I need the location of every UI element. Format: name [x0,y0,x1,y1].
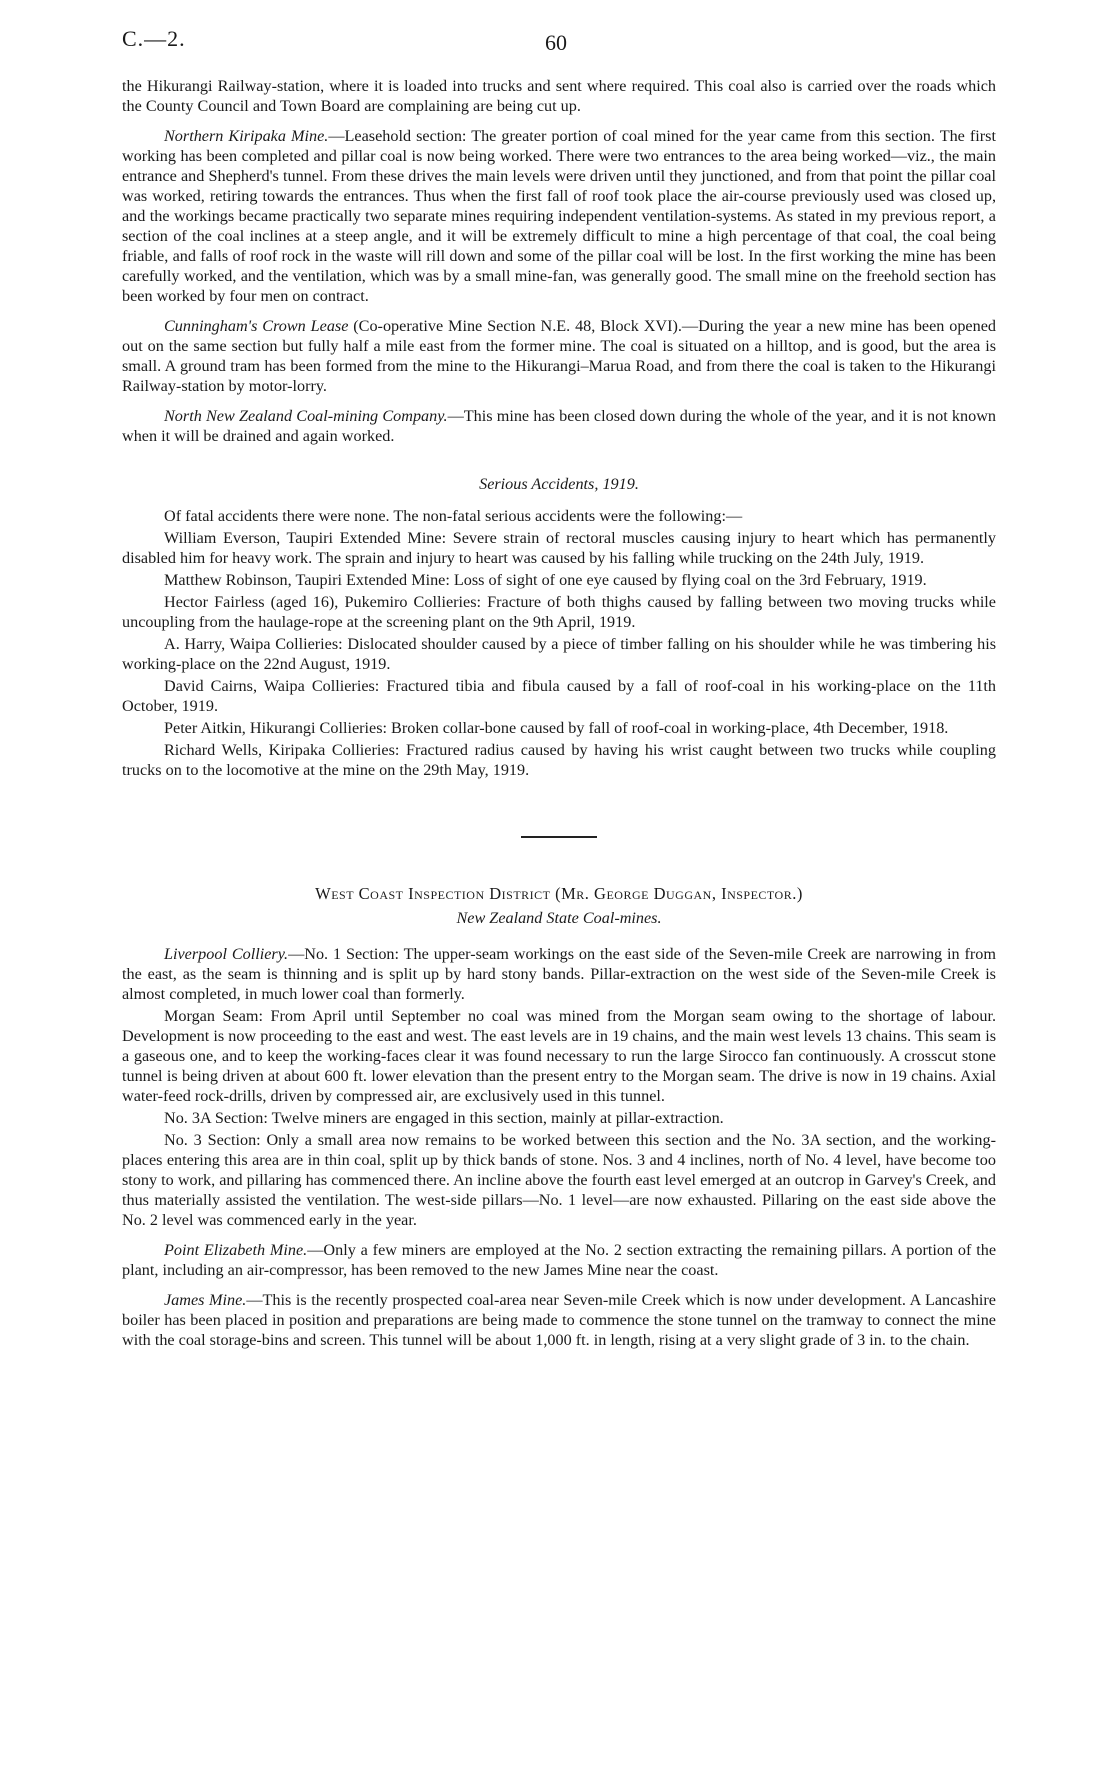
north-nz-coal-paragraph [122,406,996,446]
accident-entry: Richard Wells, Kiripaka Collieries: Fractured radius caused by having his wrist caught between two trucks while coupling trucks on to the locomotive at the mine on the 29th May, 1919. [122,741,996,779]
page-number: 60 [545,30,567,55]
report-reference: C.—2. [122,26,186,51]
section-3-paragraph: No. 3 Section: Only a small area now remains to be worked between this section and the No. 3A section, and the working-places entering this area are in thin coal, split up by thick bands of stone. Nos. 3 and 4 inclines, north of No. 4 level, have become too stony to work, and pillaring has commenced there. An incline above the fourth east level emerged at an outcrop in Garvey's Creek, and thus materially assisted the ventilation. The west-side pillars—No. 1 level—are now exhausted. Pillaring on the east side above the No. 2 level was commenced early in the year. [122,1131,996,1229]
accident-entry: Hector Fairless (aged 16), Pukemiro Collieries: Fracture of both thighs caused by falling between two moving trucks while uncoupling from the haulage-rope at the screening plant on the 9th April, 1919. [122,593,996,631]
accidents-intro: Of fatal accidents there were none. The non-fatal serious accidents were the following:— [164,507,743,525]
accident-entry: Peter Aitkin, Hikurangi Collieries: Broken collar-bone caused by fall of roof-coal in working-place, 4th December, 1918. [164,719,949,737]
paragraph-text: —Leasehold section: The greater portion of coal mined for the year came from this section. The first working has been completed and pillar coal is now being worked. There were two entrances to the area being worked—viz., the main entrance and Shepherd's tunnel. From these drives the main levels were driven until they junctioned, and from that point the pillar coal was worked, retiring towards the entrances. Thus when the first fall of roof took place the air-course previously used was closed up, and the workings became practically two separate mines requiring independent ventilation-systems. As stated in my previous report, a section of the coal inclines at a steep angle, and it will be extremely difficult to mine a high percentage of that coal, the coal being friable, and falls of roof rock in the waste will rill down and some of the pillar coal will be lost. In the first working the mine has been carefully worked, and the ventilation, which was by a small mine-fan, was generally good. The small mine on the freehold section has been worked by four men on contract. [122,127,996,305]
paragraph-text: —No. 1 Section: The upper-seam workings on the east side of the Seven-mile Creek are narrowing in from the east, as the seam is thinning and is split up by hard stony bands. Pillar-extraction on the west side of the Seven-mile Creek is almost completed, in much lower coal than formerly. [122,945,996,1003]
accident-entry: A. Harry, Waipa Collieries: Dislocated shoulder caused by a piece of timber falling on his shoulder while he was timbering his working-place on the 22nd August, 1919. [122,635,996,673]
page-body [122,76,996,1350]
james-mine-paragraph [122,1290,996,1350]
point-elizabeth-paragraph [122,1240,996,1280]
mine-name: Liverpool Colliery. [164,945,289,963]
cunningham-paragraph [122,316,996,396]
mine-name: James Mine. [164,1291,247,1309]
paragraph-text: (Co-operative Mine Section N.E. 48, Block XVI).—During the year a new mine has been opened out on the same section but fully half a mile east from the former mine. The coal is situated on a hilltop, and is good, but the area is small. A ground tram has been formed from the mine to the Hikurangi–Marua Road, and from there the coal is taken to the Hikurangi Railway-station by motor-lorry. [122,317,996,395]
state-coal-mines-subheading: New Zealand State Coal-mines. [456,909,662,927]
paragraph-text: —Only a few miners are employed at the No. 2 section extracting the remaining pillars. A portion of the plant, including an air-compressor, has been removed to the new James Mine near the coast. [122,1241,996,1279]
section-3a-paragraph: No. 3A Section: Twelve miners are engaged in this section, mainly at pillar-extraction. [164,1109,724,1127]
mine-name: North New Zealand Coal-mining Company. [164,407,448,425]
accident-entry: William Everson, Taupiri Extended Mine: Severe strain of rectoral muscles causing injury to heart which has permanently disabled him for heavy work. The sprain and injury to heart was caused by his falling while trucking on the 24th July, 1919. [122,529,996,567]
mine-name: Cunningham's Crown Lease [164,317,349,335]
section-divider [521,836,597,838]
paragraph-text: —This is the recently prospected coal-area near Seven-mile Creek which is now under development. A Lancashire boiler has been placed in position and preparations are being made to commence the stone tunnel on the tramway to connect the mine with the coal storage-bins and screen. This tunnel will be about 1,000 ft. in length, rising at a very slight grade of 3 in. to the chain. [122,1291,996,1349]
mine-name: Point Elizabeth Mine. [164,1241,308,1259]
accident-entry: Matthew Robinson, Taupiri Extended Mine: Loss of sight of one eye caused by flying coal on the 3rd February, 1919. [164,571,927,589]
accidents-heading: Serious Accidents, 1919. [479,475,639,493]
morgan-seam-paragraph: Morgan Seam: From April until September no coal was mined from the Morgan seam owing to the shortage of labour. Development is now proceeding to the east and west. The east levels are in 19 chains, and the main west levels 13 chains. This seam is a gaseous one, and to keep the working-faces clear it was found necessary to run the large Sirocco fan continuously. A crosscut stone tunnel is being driven at about 600 ft. lower elevation than the present entry to the Morgan seam. The drive is now in 19 chains. Axial water-feed rock-drills, driven by compressed air, are exclusively used in this tunnel. [122,1007,996,1105]
northern-kiripaka-paragraph [122,126,996,306]
liverpool-colliery-paragraph [122,944,996,1004]
paragraph-text: —This mine has been closed down during the whole of the year, and it is not known when it will be drained and again worked. [122,407,996,445]
district-heading: West Coast Inspection District (Mr. George Duggan, Inspector.) [315,884,803,903]
mine-name: Northern Kiripaka Mine. [164,127,329,145]
continuation-paragraph: the Hikurangi Railway-station, where it is loaded into trucks and sent where required. This coal also is carried over the roads which the County Council and Town Board are complaining are being cut up. [122,77,996,115]
accident-entry: David Cairns, Waipa Collieries: Fractured tibia and fibula caused by a fall of roof-coal in his working-place on the 11th October, 1919. [122,677,996,715]
